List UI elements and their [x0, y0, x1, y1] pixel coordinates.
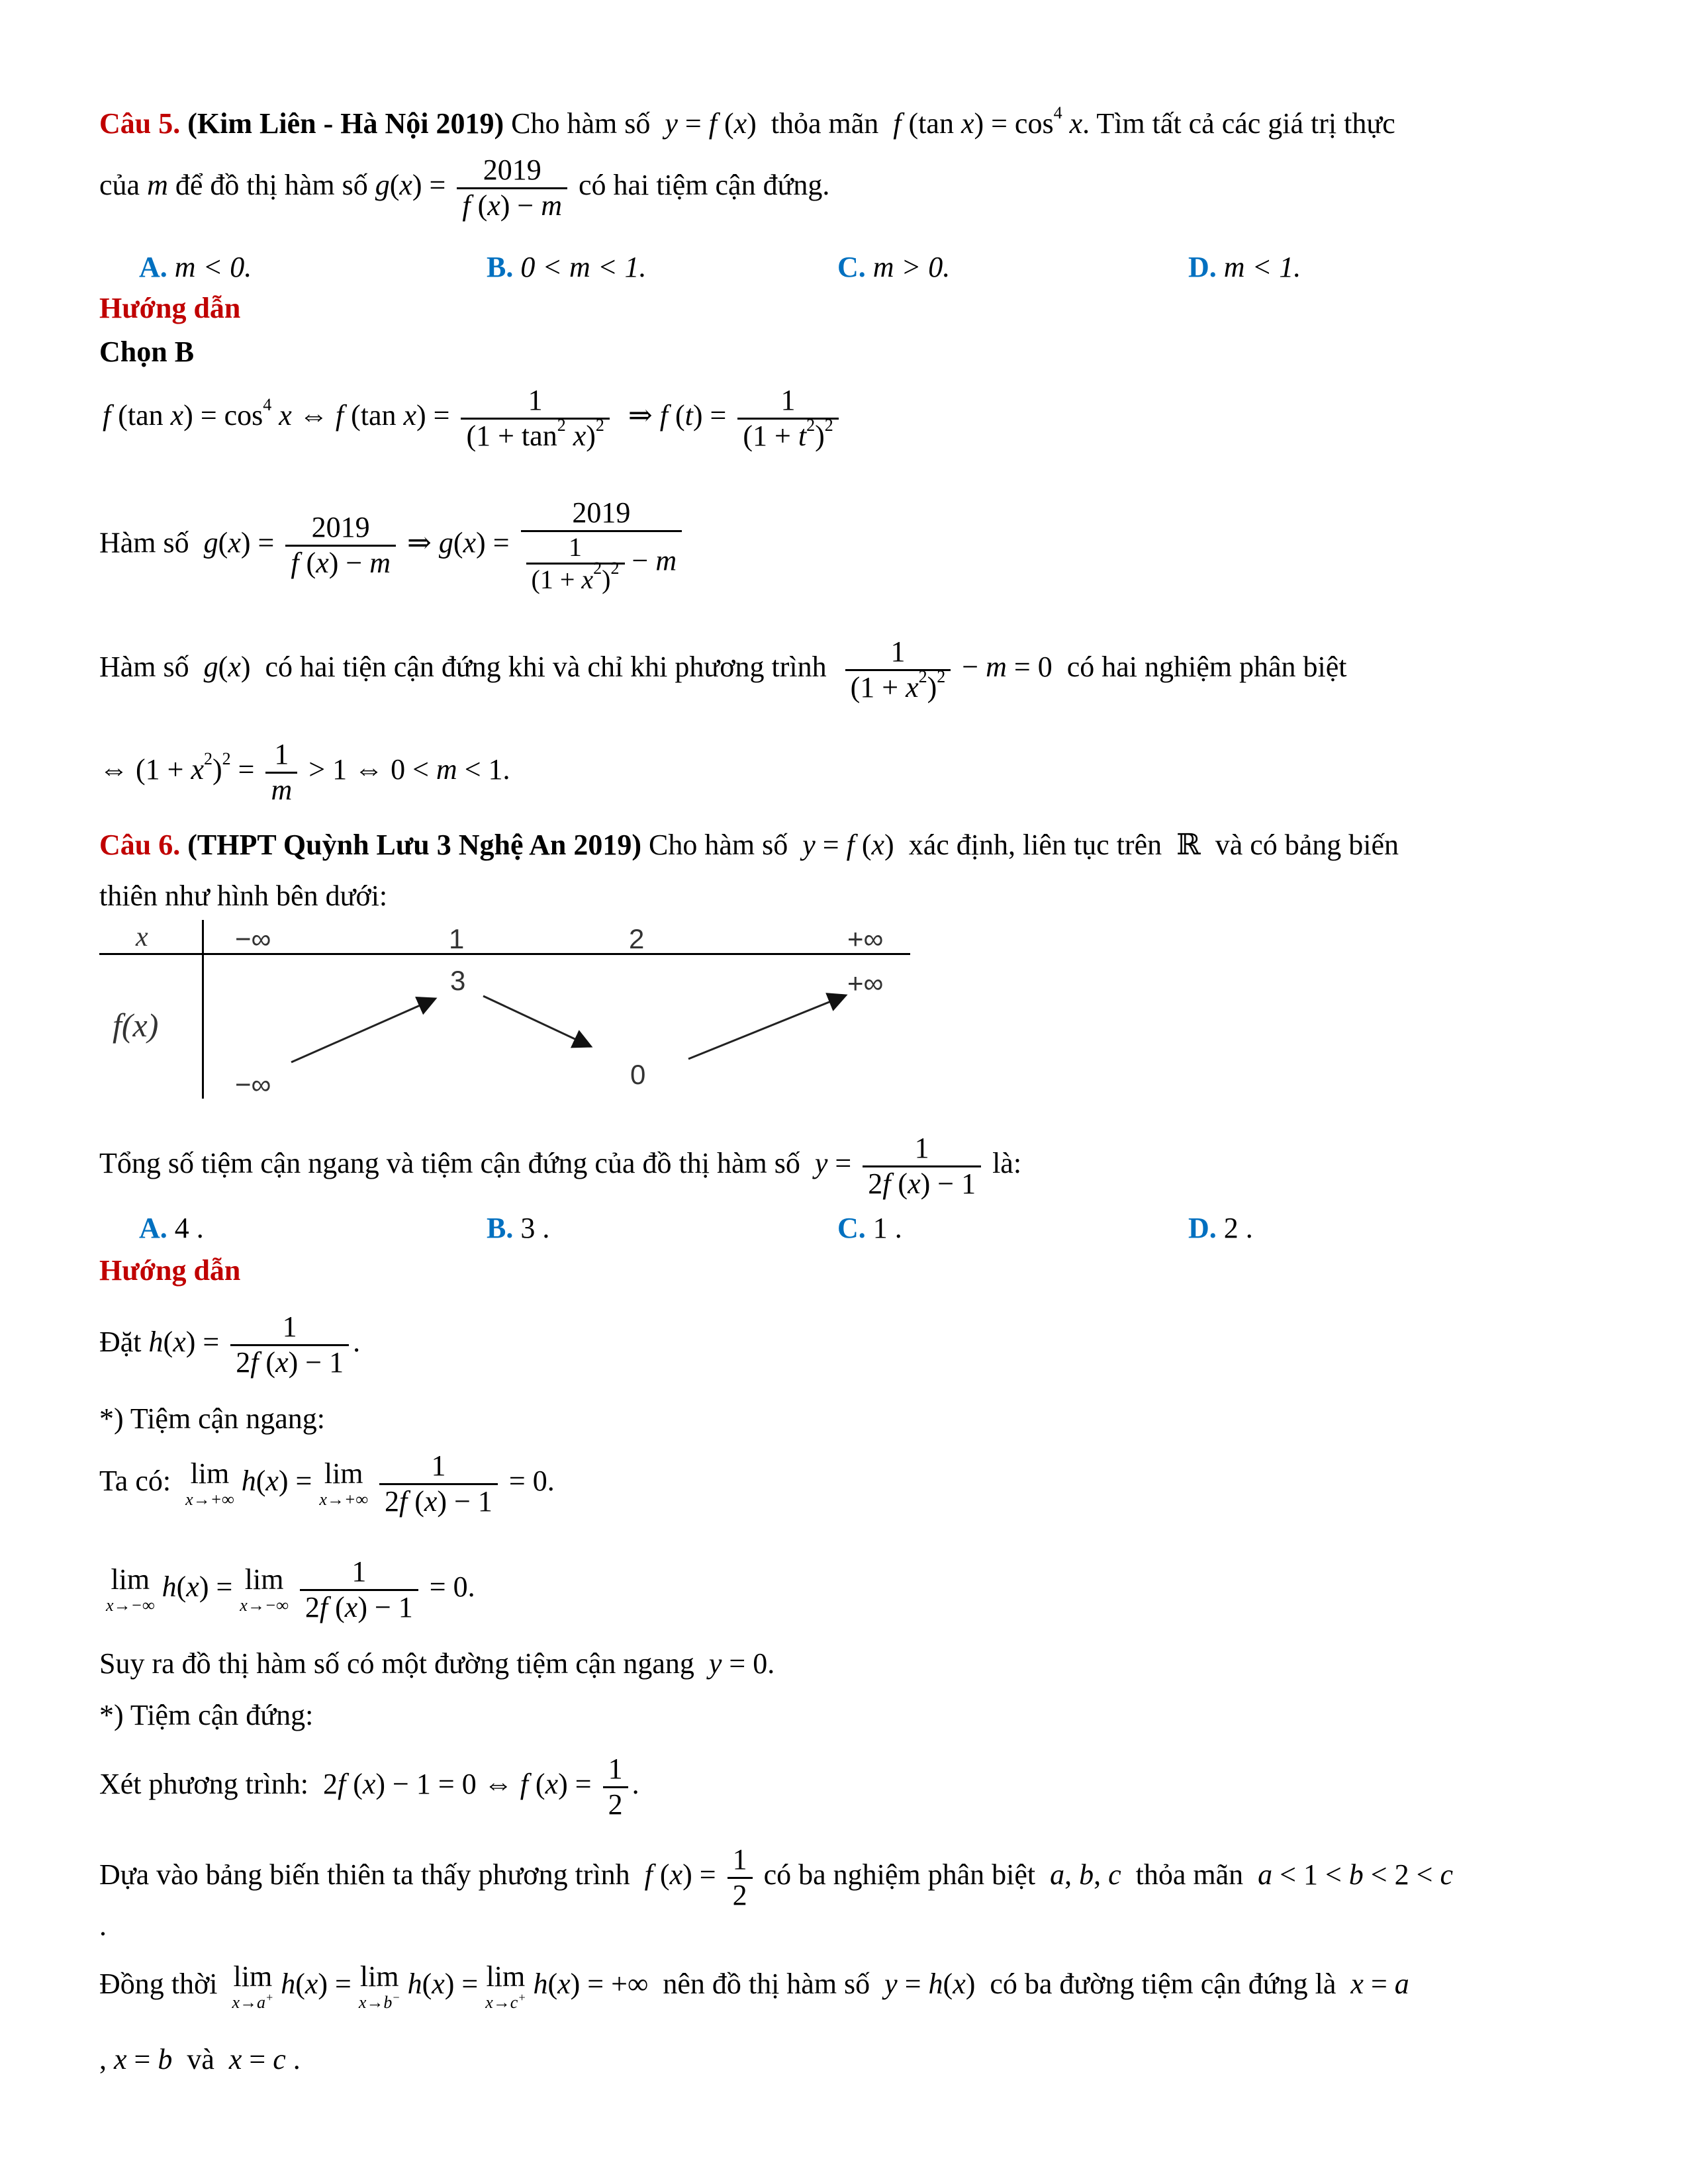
option-letter: D. — [1188, 251, 1217, 283]
table-x-value: +∞ — [847, 923, 884, 954]
solution-text: có hai nghiệm phân biệt — [1066, 651, 1347, 684]
q6-period: . — [99, 1909, 107, 1942]
table-x-label: x — [136, 922, 148, 952]
table-f-value: 3 — [450, 965, 466, 996]
q5-source: (Kim Liên - Hà Nội 2019) — [187, 107, 504, 140]
q6-limit-line2: lim x→−∞ h(x) = lim x→−∞ $\frac{1}{2f (x) - 1}$ = 0. — [106, 1555, 475, 1623]
solution-text: Hàm số — [99, 651, 189, 684]
solution-text: thỏa mãn — [1135, 1858, 1244, 1891]
q5-guide-title: Hướng dẫn — [99, 292, 241, 324]
q6-question-line: Tổng số tiệm cận ngang và tiệm cận đứng của đồ thị hàm số y = $\frac{1}{2f (x) - 1}$ là: — [99, 1132, 1022, 1200]
solution-text: Hàm số — [99, 526, 189, 559]
table-f-value: +∞ — [847, 968, 884, 999]
solution-text: có ba đường tiệm cận đứng là — [990, 1968, 1336, 2001]
q5-stem-text: Cho hàm số — [511, 107, 651, 140]
q6-limit-line1: Ta có: lim x→+∞ h(x) = lim x→+∞ $\frac{1}{2f (x) - 1}$ = 0. — [99, 1449, 555, 1518]
q5-stem-line1: Câu 5. (Kim Liên - Hà Nội 2019) Cho hàm số y = f (x) thỏa mãn f (tan $x) = \cos^4 x$. Tìm tất cả các giá trị thực — [99, 103, 1395, 140]
q6-tcn-title: *) Tiệm cận ngang: — [99, 1402, 325, 1435]
q5-stem-text: để đồ thị hàm số — [175, 169, 368, 202]
table-x-value: −∞ — [235, 923, 271, 954]
q6-source: (THPT Quỳnh Lưu 3 Nghệ An 2019) — [187, 829, 642, 861]
q5-stem-text: có hai tiệm cận đứng. — [579, 169, 830, 202]
q5-stem-text: của — [99, 169, 140, 202]
q6-xet-line: Xét phương trình: 2f (x) − 1 = 0 ⇔ f (x) = $\frac{1}{2}$ . — [99, 1752, 639, 1821]
option-letter: C. — [837, 1212, 866, 1244]
solution-text: Suy ra đồ thị hàm số có một đường tiệm cận ngang — [99, 1647, 694, 1680]
q6-guide-title: Hướng dẫn — [99, 1254, 241, 1287]
q6-last-line: , x = b và x = c . — [99, 2043, 301, 2075]
q5-choice: Chọn B — [99, 336, 195, 368]
q6-dong-thoi-line: Đồng thời lim x→a+ h(x) = lim x→b− h(x) = lim x→c+ h(x) = +∞ nên đồ thị hàm số y = h(x) có ba đường tiệm cận đứng là x = a — [99, 1960, 1409, 2012]
table-fx-label: f(x) — [113, 1007, 159, 1044]
q6-dat-line: Đặt h(x) = $\frac{1}{2f (x) - 1}$ . — [99, 1310, 361, 1379]
table-x-value: 1 — [449, 923, 465, 954]
q6-stem-text: xác định, liên tục trên — [908, 829, 1162, 861]
option-text: 1 . — [872, 1212, 902, 1244]
option-text: m < 0. — [174, 251, 252, 283]
q6-option-c — [837, 1211, 902, 1245]
q6-dua-vao-line: Dựa vào bảng biến thiên ta thấy phương trình f (x) = $\frac{1}{2}$ có ba nghiệm phân biệt a, b, c thỏa mãn a < 1 < b < 2 < c — [99, 1843, 1453, 1911]
q6-tcd-title: *) Tiệm cận đứng: — [99, 1699, 314, 1731]
option-letter: B. — [487, 251, 514, 283]
q5-solution-line4: ⇔ $(1 + x^2)^2$ = $\frac{1}{m}$ > 1 ⇔ 0 < m < 1. — [99, 738, 510, 806]
q6-stem-line1: Câu 6. (THPT Quỳnh Lưu 3 Nghệ An 2019) Cho hàm số y = f (x) xác định, liên tục trên ℝ và có bảng biến — [99, 829, 1399, 861]
q6-option-b — [487, 1211, 549, 1245]
increase-arrow — [291, 999, 434, 1062]
q6-label: Câu 6. — [99, 829, 181, 861]
option-text: 0 < m < 1. — [520, 251, 647, 283]
q5-stem-line2: của m để đồ thị hàm số g(x) = $\frac{2019}{f (x) - m}$ có hai tiệm cận đứng. — [99, 154, 830, 222]
table-x-value: 2 — [629, 923, 645, 954]
q6-suy-ra-line: Suy ra đồ thị hàm số có một đường tiệm cận ngang y = 0. — [99, 1647, 775, 1680]
q6-stem-line2: thiên như hình bên dưới: — [99, 880, 388, 912]
q5-stem-text: . Tìm tất cả các giá trị thực — [1082, 107, 1395, 140]
q6-option-d — [1188, 1211, 1253, 1245]
q6-option-a — [139, 1211, 204, 1245]
option-text: m < 1. — [1223, 251, 1301, 283]
q6-stem-text: và có bảng biến — [1215, 829, 1399, 861]
option-letter: C. — [837, 251, 866, 283]
decrease-arrow — [483, 996, 589, 1046]
option-letter: A. — [139, 1212, 167, 1244]
option-letter: D. — [1188, 1212, 1217, 1244]
option-letter: B. — [487, 1212, 514, 1244]
solution-text: Đồng thời — [99, 1968, 218, 2001]
solution-text: Ta có: — [99, 1465, 171, 1498]
q5-solution-line3: Hàm số g(x) có hai tiện cận đứng khi và chỉ khi phương trình $\frac{1}{(1 + x^2)^2}$ − m = 0 có hai nghiệm phân biệt — [99, 635, 1347, 704]
q5-stem-text: thỏa mãn — [771, 107, 879, 140]
q6-stem-text: Cho hàm số — [649, 829, 788, 861]
table-f-value: −∞ — [235, 1069, 271, 1100]
q5-label: Câu 5. — [99, 107, 181, 140]
solution-text: Đặt — [99, 1326, 142, 1359]
solution-text: có hai tiện cận đứng khi và chỉ khi phương trình — [265, 651, 827, 684]
solution-text: nên đồ thị hàm số — [663, 1968, 870, 2001]
q6-question-text: Tổng số tiệm cận ngang và tiệm cận đứng của đồ thị hàm số — [99, 1147, 800, 1180]
option-text: m > 0. — [872, 251, 951, 283]
option-text: 2 . — [1223, 1212, 1253, 1244]
option-text: 3 . — [520, 1212, 550, 1244]
option-text: 4 . — [174, 1212, 204, 1244]
q5-solution-line2: Hàm số g(x) = $\frac{2019}{f (x) - m}$ ⇒ g(x) = 2019 $\frac{1}{(1 + x^2)^2}$ − m — [99, 496, 686, 595]
solution-text: Xét phương trình: — [99, 1768, 308, 1801]
option-letter: A. — [139, 251, 167, 283]
solution-text: Dựa vào bảng biến thiên ta thấy phương trình — [99, 1858, 630, 1891]
table-f-value: 0 — [630, 1059, 646, 1090]
q6-question-text: là: — [992, 1147, 1022, 1180]
solution-text: có ba nghiệm phân biệt — [763, 1858, 1036, 1891]
increase-arrow — [688, 996, 844, 1059]
q5-solution-line1: f (tan $x) = \cos^4 x$ ⇔ f (tan x) = $\frac{1}{(1 + \tan^2 x)^2}$ ⇒ f (t) = $\frac{1}{(1 + t^2)^2}$ — [103, 384, 843, 453]
solution-text: và — [187, 2043, 214, 2075]
